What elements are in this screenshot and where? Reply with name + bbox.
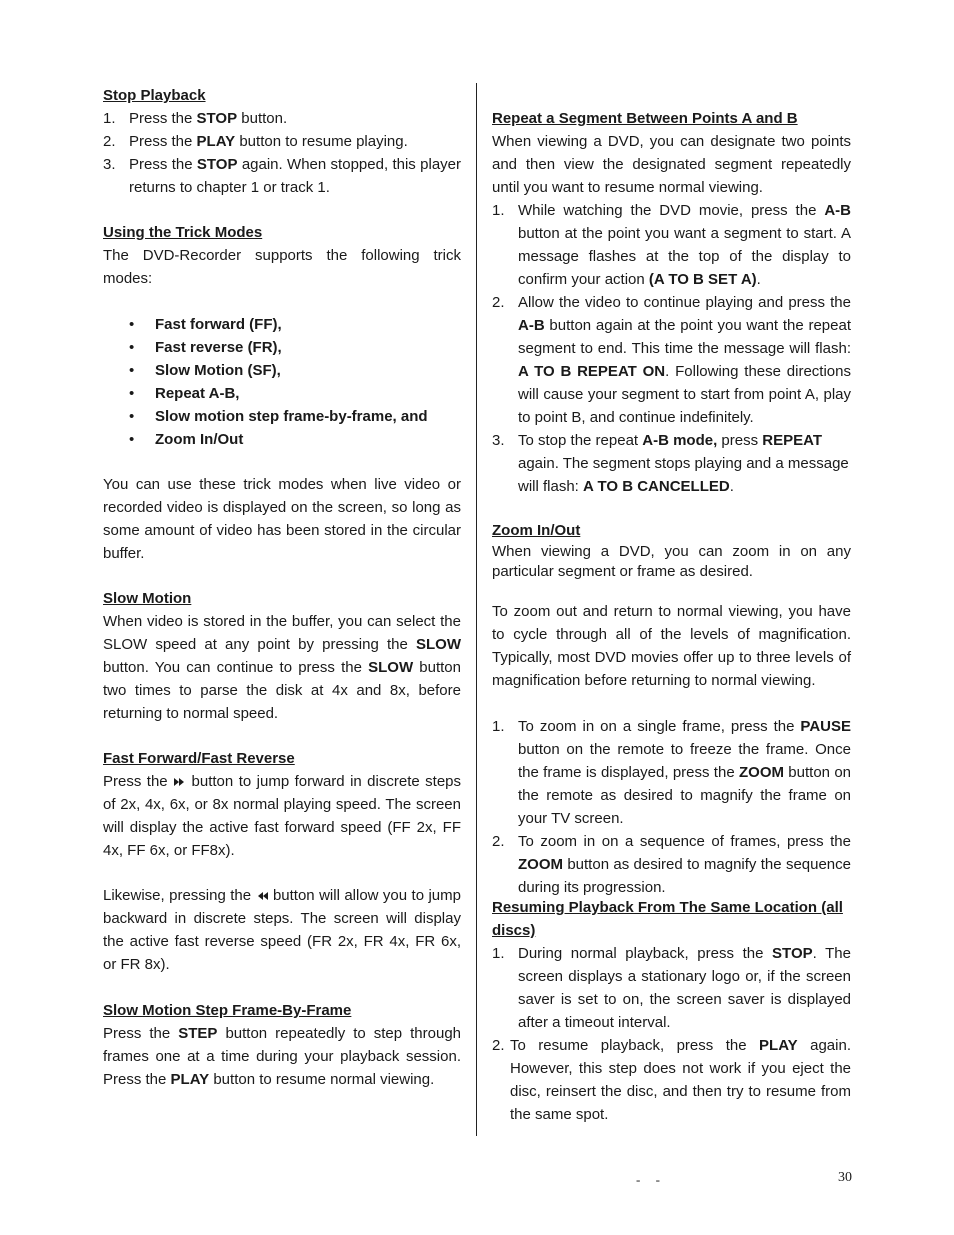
ff-text: Press the button to jump forward in discrete steps of 2x, 4x, 6x, or 8x normal playing speed. The screen will display the active fast forward speed (FF 2x, FF 4x, FF 6x, or FF8x). (103, 773, 462, 859)
heading-resume: Resuming Playback From The Same Location (all discs) (492, 899, 843, 939)
list-item: 2. Press the PLAY button to resume playing. (103, 133, 408, 150)
footer-dashes: - - (636, 1172, 666, 1187)
heading-repeat-ab: Repeat a Segment Between Points A and B (492, 110, 798, 127)
list-item: 1. To zoom in on a single frame, press the PAUSE button on the remote to freeze the frame. Once the frame is displayed, press the ZOOM button on the remote as desired to magnify the frame on your TV screen. (492, 718, 851, 827)
fr-text: Likewise, pressing the button will allow you to jump backward in discrete steps. The screen will display the active fast reverse speed (FR 2x, FR 4x, FR 6x, or FR 8x). (103, 887, 461, 973)
list-item: • Zoom In/Out (103, 428, 461, 451)
repeat-intro: When viewing a DVD, you can designate two points and then view the designated segment repeatedly until you want to resume normal viewing. (492, 133, 851, 196)
list-item: 2. To zoom in on a sequence of frames, press the ZOOM button as desired to magnify the sequence during its progression. (492, 833, 851, 896)
list-item: 1. While watching the DVD movie, press the A-B button at the point you want a segment to start. A message flashes at the top of the display to confirm your action (A TO B SET A). (492, 202, 851, 288)
list-item: • Slow Motion (SF), (103, 359, 461, 382)
section-step (103, 999, 461, 1091)
trick-modes-intro: The DVD-Recorder supports the following trick modes: (103, 247, 461, 287)
section-slow-motion (103, 587, 461, 725)
list-item: 1. During normal playback, press the STOP. The screen displays a stationary logo or, if the screen saver is set to on, the screen saver is displayed after a timeout interval. (492, 945, 851, 1031)
section-repeat-ab (492, 107, 851, 498)
list-item: • Fast forward (FF), (103, 313, 461, 336)
zoom-intro: When viewing a DVD, you can zoom in on any particular segment or frame as desired. (492, 543, 851, 580)
list-item: • Fast reverse (FR), (103, 336, 461, 359)
page-number: 30 (838, 1170, 852, 1185)
repeat-list (492, 199, 851, 498)
heading-zoom: Zoom In/Out (492, 522, 581, 539)
heading-step: Slow Motion Step Frame-By-Frame (103, 1002, 352, 1019)
list-item: 3. To stop the repeat A-B mode, press REPEAT again. The segment stops playing and a message will flash: A TO B CANCELLED. (492, 432, 849, 495)
column-divider (476, 83, 477, 1136)
step-text: Press the STEP button repeatedly to step through frames one at a time during your playback session. Press the PLAY button to resume normal viewing. (103, 1025, 462, 1088)
resume-list (492, 942, 851, 1126)
zoom-p2: To zoom out and return to normal viewing, you have to cycle through all of the levels of magnification. Typically, most DVD movies offer up to three levels of magnification before returning to normal viewing. (492, 603, 851, 689)
stop-playback-list (103, 107, 461, 199)
list-item: 2. Allow the video to continue playing and press the A-B button again at the point you want the repeat segment to end. This time the message will flash: A TO B REPEAT ON. Following these directions will cause your segment to start from point A, play to point B, and continue indefinitely. (492, 294, 851, 426)
heading-ff-fr: Fast Forward/Fast Reverse (103, 750, 295, 767)
section-ff-fr (103, 747, 461, 976)
section-stop-playback (103, 84, 461, 199)
fast-forward-icon (173, 773, 186, 790)
list-item: 1. Press the STOP button. (103, 110, 288, 127)
rewind-icon (256, 887, 269, 904)
heading-slow-motion: Slow Motion (103, 590, 192, 607)
list-item: 3. Press the STOP again. When stopped, this player returns to chapter 1 or track 1. (103, 156, 461, 196)
trick-modes-outro: You can use these trick modes when live video or recorded video is displayed on the screen, so long as some amount of video has been stored in the circular buffer. (103, 476, 461, 562)
trick-modes-list (103, 313, 461, 451)
section-zoom (492, 519, 851, 899)
heading-trick-modes: Using the Trick Modes (103, 224, 263, 241)
section-resume (492, 896, 851, 1126)
list-item: • Slow motion step frame-by-frame, and (103, 405, 461, 428)
slow-motion-text: When video is stored in the buffer, you can select the SLOW speed at any point by pressing the SLOW button. You can continue to press the SLOW button two times to parse the disk at 4x and 8x, before returning to normal speed. (103, 613, 461, 722)
section-trick-modes (103, 221, 461, 565)
list-item: 2. To resume playback, press the PLAY again. However, this step does not work if you eject the disc, reinsert the disc, and then try to resume from the same spot. (492, 1037, 851, 1123)
heading-stop-playback: Stop Playback (103, 87, 206, 104)
list-item: • Repeat A-B, (103, 382, 461, 405)
zoom-list (492, 715, 851, 899)
